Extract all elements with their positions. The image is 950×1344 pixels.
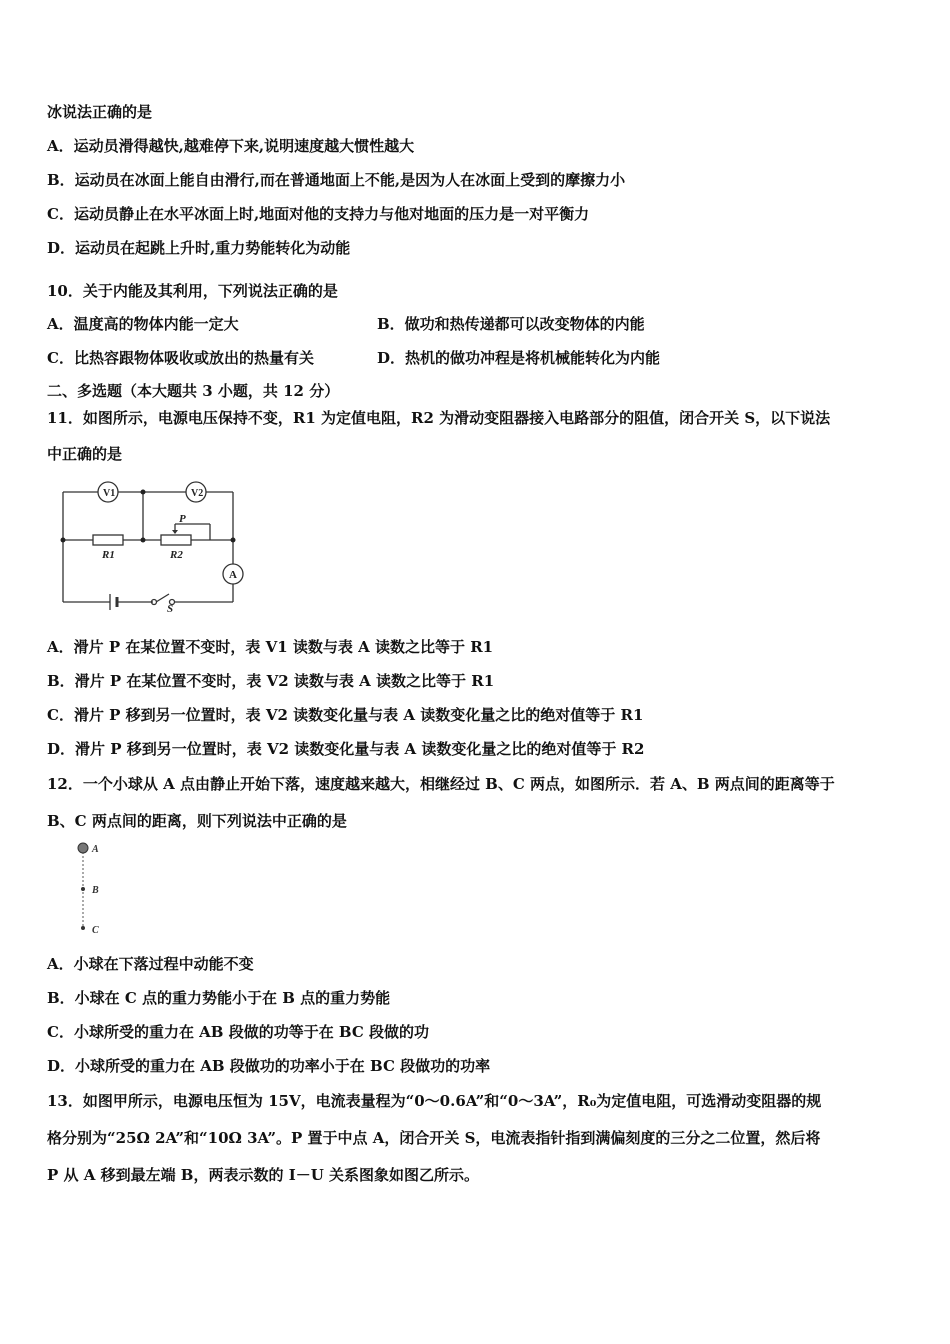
q12-option-b: B．小球在 C 点的重力势能小于在 B 点的重力势能 [47, 989, 391, 1007]
q10-option-c: C．比热容跟物体吸收或放出的热量有关 [47, 349, 314, 367]
q13-line2: 格分别为“25Ω 2A”和“10Ω 3A”。P 置于中点 A，闭合开关 S，电流表指针指到满偏刻度的三分之二位置，然后将 [47, 1129, 821, 1147]
point-a-label: A [92, 844, 99, 855]
q9-stem-tail: 冰说法正确的是 [47, 103, 153, 121]
q10-option-b: B．做功和热传递都可以改变物体的内能 [377, 315, 645, 333]
q11-circuit-diagram [55, 478, 255, 618]
q12-stem-line1: 12．一个小球从 A 点由静止开始下落，速度越来越大，相继经过 B、C 两点，如图所示．若 A、B 两点间的距离等于 [47, 775, 835, 793]
q10-stem: 10．关于内能及其利用，下列说法正确的是 [47, 282, 338, 300]
ball [78, 843, 88, 853]
q9-option-c: C．运动员静止在水平冰面上时,地面对他的支持力与他对地面的压力是一对平衡力 [47, 205, 590, 223]
q12-stem-line2: B、C 两点间的距离，则下列说法中正确的是 [47, 812, 347, 830]
q12-option-a: A．小球在下落过程中动能不变 [47, 955, 254, 973]
q9-option-d: D．运动员在起跳上升时,重力势能转化为动能 [47, 239, 351, 257]
r1-label: R1 [102, 549, 115, 561]
q9-option-b: B．运动员在冰面上能自由滑行,而在普通地面上不能,是因为人在冰面上受到的摩擦力小 [47, 171, 626, 189]
q10-option-d: D．热机的做功冲程是将机械能转化为内能 [377, 349, 661, 367]
ammeter-label: A [229, 569, 237, 581]
q12-option-c: C．小球所受的重力在 AB 段做的功等于在 BC 段做的功 [47, 1023, 430, 1041]
point-c-dot [81, 926, 85, 930]
q13-line3: P 从 A 移到最左端 B，两表示数的 I－U 关系图象如图乙所示。 [47, 1166, 480, 1184]
q11-option-a: A．滑片 P 在某位置不变时，表 V1 读数与表 A 读数之比等于 R1 [47, 638, 494, 656]
v2-meter-label: V2 [191, 488, 204, 499]
q11-option-c: C．滑片 P 移到另一位置时，表 V2 读数变化量与表 A 读数变化量之比的绝对值等于 R1 [47, 706, 644, 724]
q13-line1: 13．如图甲所示，电源电压恒为 15V，电流表量程为“0～0.6A”和“0～3A”，R₀为定值电阻，可选滑动变阻器的规 [47, 1092, 822, 1110]
q11-stem-line1: 11．如图所示，电源电压保持不变，R1 为定值电阻，R2 为滑动变阻器接入电路部分的阻值，闭合开关 S，以下说法 [47, 409, 831, 427]
q10-option-a: A．温度高的物体内能一定大 [47, 315, 239, 333]
point-c-label: C [92, 925, 99, 936]
point-b-dot [81, 887, 85, 891]
q12-falling-ball-diagram [70, 838, 120, 938]
switch-s-label: S [167, 603, 174, 615]
q11-stem-line2: 中正确的是 [47, 445, 123, 463]
q12-option-d: D．小球所受的重力在 AB 段做功的功率小于在 BC 段做功的功率 [47, 1057, 491, 1075]
slider-p-label: P [179, 513, 186, 525]
q11-option-d: D．滑片 P 移到另一位置时，表 V2 读数变化量与表 A 读数变化量之比的绝对值等于 R2 [47, 740, 645, 758]
q9-option-a: A．运动员滑得越快,越难停下来,说明速度越大惯性越大 [47, 137, 415, 155]
point-b-label: B [92, 885, 99, 896]
r2-label: R2 [170, 549, 183, 561]
section-heading: 二、多选题（本大题共 3 小题，共 12 分） [47, 382, 340, 400]
v1-meter-label: V1 [103, 488, 116, 499]
q11-option-b: B．滑片 P 在某位置不变时，表 V2 读数与表 A 读数之比等于 R1 [47, 672, 495, 690]
